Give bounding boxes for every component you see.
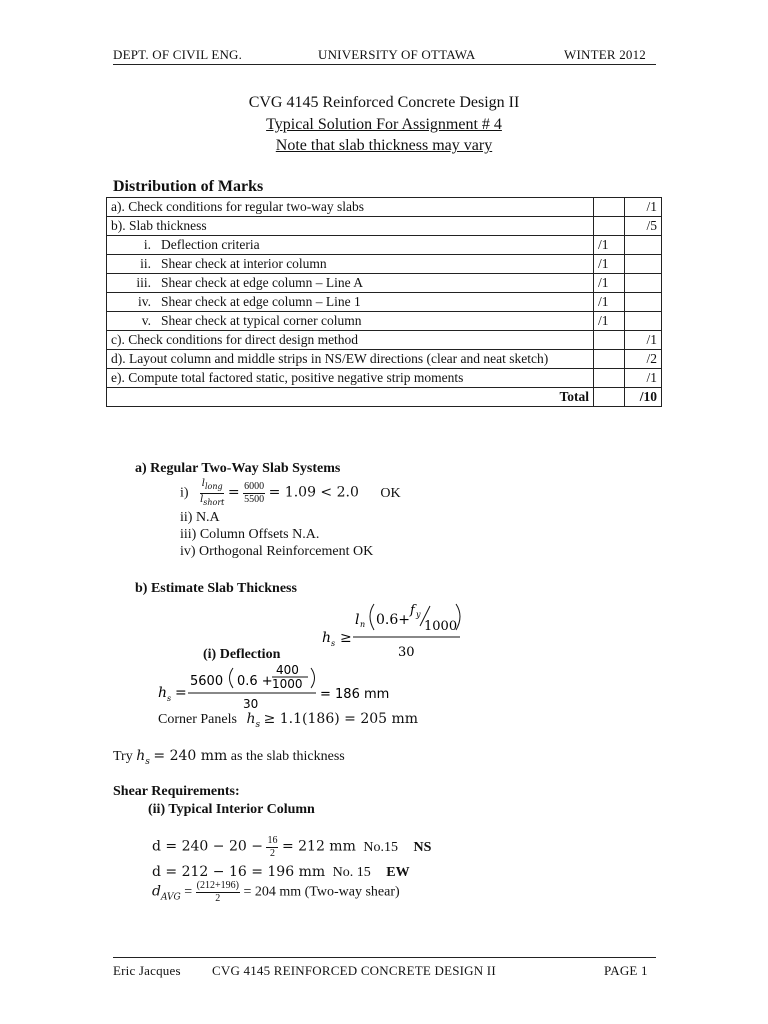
- table-row: ii. Shear check at interior column /1: [107, 255, 662, 274]
- section-a-item-ii: ii) N.A: [180, 510, 220, 525]
- total-label: Total: [107, 388, 594, 407]
- table-row: v. Shear check at typical corner column /1: [107, 312, 662, 331]
- table-row: i. Deflection criteria /1: [107, 236, 662, 255]
- svg-text:n: n: [360, 620, 366, 629]
- svg-text:30: 30: [243, 697, 259, 710]
- average-depth: $d_{AVG}$ = $\frac{(212+196)}{2}$ = 204 mm (Two-way shear): [152, 880, 400, 904]
- section-a-item-iv: iv) Orthogonal Reinforcement OK: [180, 544, 374, 559]
- shear-heading: Shear Requirements:: [113, 784, 240, 799]
- svg-text:h: h: [322, 630, 332, 646]
- effective-depth-ew: d = 212 − 16 = 196 mm No. 15 EW: [152, 864, 410, 880]
- footer-page: PAGE 1: [604, 963, 648, 978]
- try-thickness: Try $h_s = 240$ mm as the slab thickness: [113, 748, 345, 767]
- shear-subheading: (ii) Typical Interior Column: [148, 802, 315, 817]
- table-row: a). Check conditions for regular two-way slabs /1: [107, 198, 662, 217]
- note-title: Note that slab thickness may vary: [275, 137, 493, 154]
- svg-text:1000: 1000: [424, 619, 458, 634]
- table-row: d). Layout column and middle strips in NS/EW directions (clear and neat sketch) /2: [107, 350, 662, 369]
- total-value: /10: [625, 388, 662, 407]
- svg-text:≥: ≥: [340, 630, 352, 646]
- table-row: iv. Shear check at edge column – Line 1 /1: [107, 293, 662, 312]
- svg-text:=: =: [175, 685, 187, 701]
- thickness-formula: [320, 596, 470, 658]
- corner-panels: Corner Panels $h_s \ge 1.1(186) = 205$ mm: [158, 711, 419, 730]
- section-b-heading: b) Estimate Slab Thickness: [135, 581, 297, 596]
- table-row: b). Slab thickness /5: [107, 217, 662, 236]
- svg-text:s: s: [331, 639, 336, 648]
- marks-table: [106, 197, 662, 407]
- footer-course: CVG 4145 REINFORCED CONCRETE DESIGN II: [212, 963, 496, 978]
- svg-text:0.6+: 0.6+: [376, 612, 410, 628]
- table-cell: a). Check conditions for regular two-way slabs: [107, 198, 594, 217]
- marks-heading: Distribution of Marks: [113, 178, 264, 195]
- svg-text:1000: 1000: [272, 677, 303, 691]
- footer-author: Eric Jacques: [113, 963, 181, 978]
- assignment-title: Typical Solution For Assignment # 4: [266, 116, 502, 133]
- svg-text:l: l: [355, 612, 360, 628]
- svg-text:0.6 +: 0.6 +: [237, 674, 273, 689]
- svg-text:s: s: [167, 694, 172, 703]
- table-row: c). Check conditions for direct design method /1: [107, 331, 662, 350]
- section-a-item-iii: iii) Column Offsets N.A.: [180, 527, 320, 542]
- svg-text:h: h: [158, 685, 168, 701]
- header-term: WINTER 2012: [564, 47, 646, 62]
- table-row: e). Compute total factored static, positive negative strip moments /1: [107, 369, 662, 388]
- section-a-heading: a) Regular Two-Way Slab Systems: [135, 461, 341, 476]
- deflection-heading: (i) Deflection: [203, 647, 281, 662]
- svg-text:400: 400: [276, 663, 299, 677]
- footer-rule: [113, 957, 656, 958]
- header-university: UNIVERSITY OF OTTAWA: [318, 47, 476, 62]
- header-dept: DEPT. OF CIVIL ENG.: [113, 47, 243, 62]
- svg-text:30: 30: [398, 645, 415, 658]
- deflection-calc: [158, 660, 398, 710]
- section-a-item-i: i) $\frac{l_{long}}{l_{short}}$ = $\frac{6000}{5500}$ = 1.09 < 2.0 OK: [180, 478, 401, 507]
- svg-text:f: f: [410, 603, 415, 618]
- table-row: iii. Shear check at edge column – Line A /1: [107, 274, 662, 293]
- svg-text:y: y: [416, 610, 421, 619]
- svg-text:= 186 mm: = 186 mm: [320, 687, 390, 702]
- header-rule: [113, 64, 656, 65]
- svg-text:5600: 5600: [190, 674, 224, 689]
- effective-depth-ns: d = 240 − 20 − $\frac{16}{2}$ = 212 mm No.15 NS: [152, 835, 432, 859]
- total-row: [107, 388, 662, 407]
- course-title: CVG 4145 Reinforced Concrete Design II: [248, 94, 520, 111]
